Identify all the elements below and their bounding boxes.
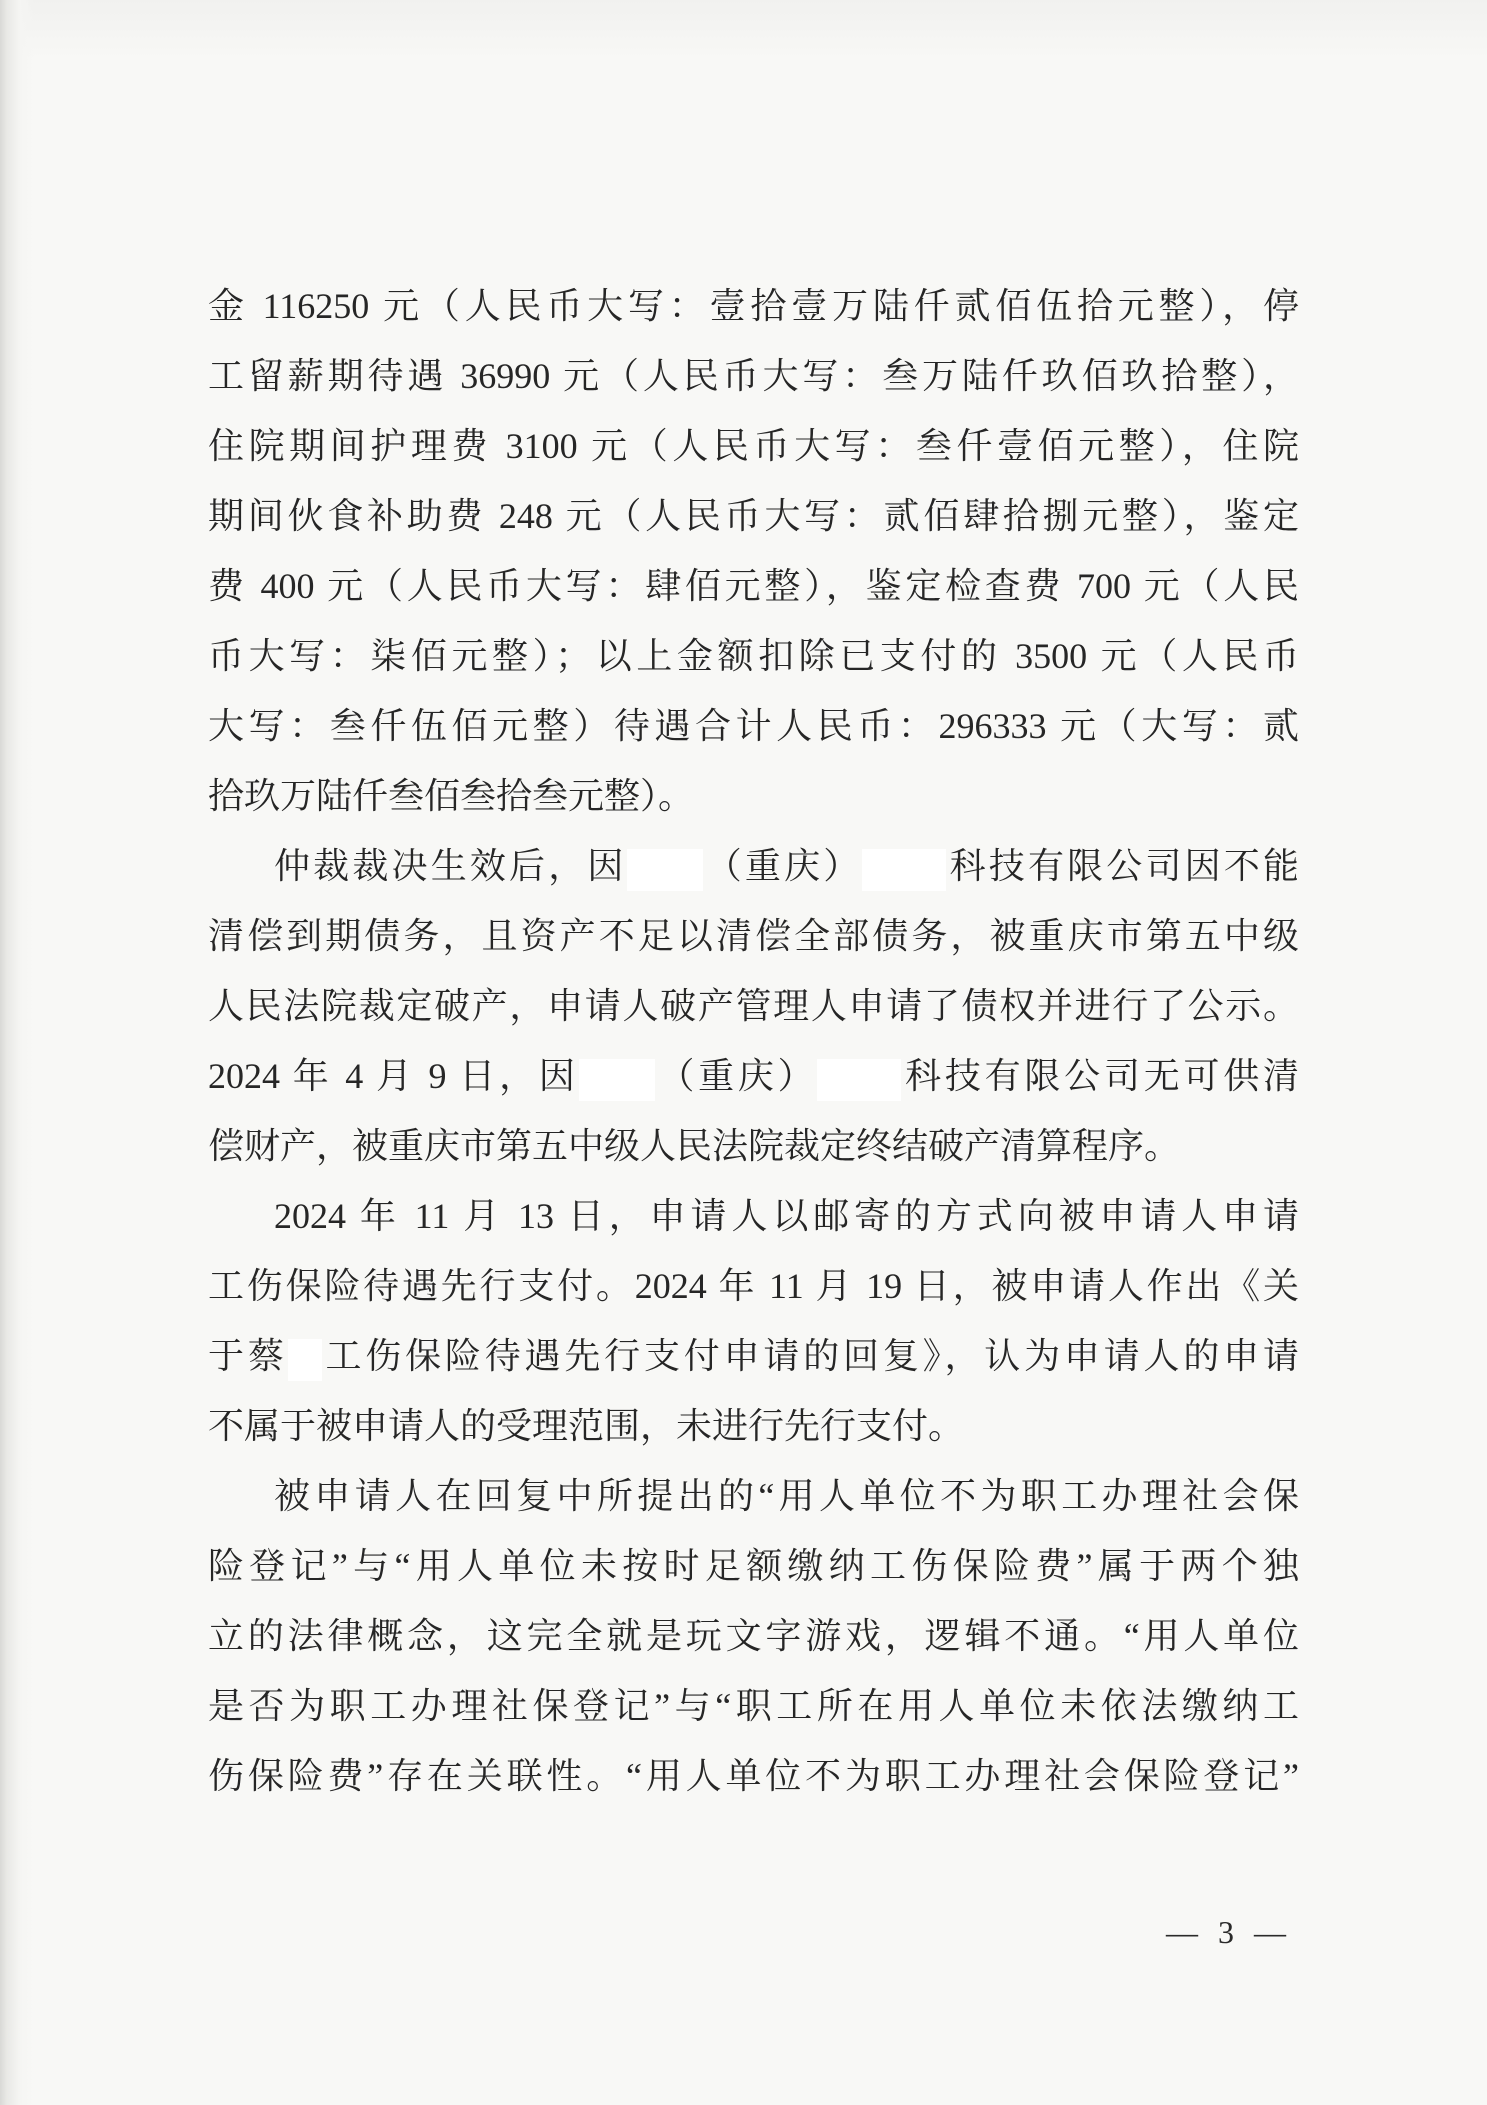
text-line: [208, 1671, 1299, 1741]
text-line: [208, 1601, 1299, 1671]
redaction-box: [288, 1339, 322, 1381]
text-line: [208, 481, 1299, 551]
text-segment: 是否为职工办理社保登记”与“职工所在用人单位未依法缴纳工: [208, 1686, 1299, 1726]
redaction-box: [627, 849, 703, 891]
text-segment: 2024 年 11 月 13 日，申请人以邮寄的方式向被申请人申请: [274, 1196, 1299, 1236]
body-text: [208, 271, 1299, 1811]
text-line: [208, 1041, 1299, 1111]
text-segment: 仲裁裁决生效后，因: [274, 846, 627, 886]
text-segment: 伤保险费”存在关联性。“用人单位不为职工办理社会保险登记”: [208, 1756, 1299, 1796]
text-segment: 科技有限公司因不能: [946, 846, 1299, 886]
text-segment: 于蔡: [208, 1336, 288, 1376]
text-line: [208, 551, 1299, 621]
redaction-box: [817, 1059, 901, 1101]
text-line: [208, 621, 1299, 691]
text-segment: 被申请人在回复中所提出的“用人单位不为职工办理社会保: [274, 1476, 1299, 1516]
text-line: [208, 761, 1299, 831]
text-segment: （重庆）: [654, 1056, 818, 1096]
page-number: — 3 —: [1166, 1914, 1292, 1950]
text-line: [208, 1531, 1299, 1601]
text-line: [208, 691, 1299, 761]
text-segment: 币大写：柒佰元整）；以上金额扣除已支付的 3500 元（人民币: [208, 636, 1299, 676]
text-line: [208, 271, 1299, 341]
paragraph: [208, 1181, 1299, 1461]
text-line: [208, 971, 1299, 1041]
paragraph: [208, 1461, 1299, 1811]
text-line: [208, 411, 1299, 481]
text-segment: 住院期间护理费 3100 元（人民币大写：叁仟壹佰元整），住院: [208, 426, 1299, 466]
paragraph: [208, 831, 1299, 1181]
text-segment: 科技有限公司无可供清: [901, 1056, 1299, 1096]
text-segment: 费 400 元（人民币大写：肆佰元整），鉴定检查费 700 元（人民: [208, 566, 1299, 606]
text-segment: 人民法院裁定破产，申请人破产管理人申请了债权并进行了公示。: [208, 986, 1299, 1026]
text-segment: 偿财产，被重庆市第五中级人民法院裁定终结破产清算程序。: [208, 1126, 1181, 1166]
text-line: [208, 1111, 1299, 1181]
text-segment: 拾玖万陆仟叁佰叁拾叁元整）。: [208, 776, 695, 816]
text-segment: 金 116250 元（人民币大写：壹拾壹万陆仟贰佰伍拾元整），停: [208, 286, 1299, 326]
text-line: [208, 1321, 1299, 1391]
text-segment: 期间伙食补助费 248 元（人民币大写：贰佰肆拾捌元整），鉴定: [208, 496, 1299, 536]
text-segment: （重庆）: [702, 846, 863, 886]
text-line: [208, 1741, 1299, 1811]
text-segment: 立的法律概念，这完全就是玩文字游戏，逻辑不通。“用人单位: [208, 1616, 1299, 1656]
redaction-box: [862, 849, 946, 891]
text-line: [208, 1391, 1299, 1461]
text-segment: 2024 年 4 月 9 日，因: [208, 1056, 579, 1096]
paragraph: [208, 271, 1299, 831]
text-segment: 工伤保险待遇先行支付。2024 年 11 月 19 日，被申请人作出《关: [208, 1266, 1299, 1306]
text-line: [208, 831, 1299, 901]
text-line: [208, 901, 1299, 971]
text-line: [208, 341, 1299, 411]
redaction-box: [579, 1059, 655, 1101]
text-segment: 险登记”与“用人单位未按时足额缴纳工伤保险费”属于两个独: [208, 1546, 1299, 1586]
text-segment: 清偿到期债务，且资产不足以清偿全部债务，被重庆市第五中级: [208, 916, 1299, 956]
text-segment: 工伤保险待遇先行支付申请的回复》，认为申请人的申请: [321, 1336, 1299, 1376]
text-segment: 工留薪期待遇 36990 元（人民币大写：叁万陆仟玖佰玖拾整），: [208, 356, 1299, 396]
text-line: [208, 1181, 1299, 1251]
text-segment: 大写：叁仟伍佰元整）待遇合计人民币：296333 元（大写：贰: [208, 706, 1299, 746]
text-line: [208, 1251, 1299, 1321]
text-line: [208, 1461, 1299, 1531]
text-segment: 不属于被申请人的受理范围，未进行先行支付。: [208, 1406, 965, 1446]
